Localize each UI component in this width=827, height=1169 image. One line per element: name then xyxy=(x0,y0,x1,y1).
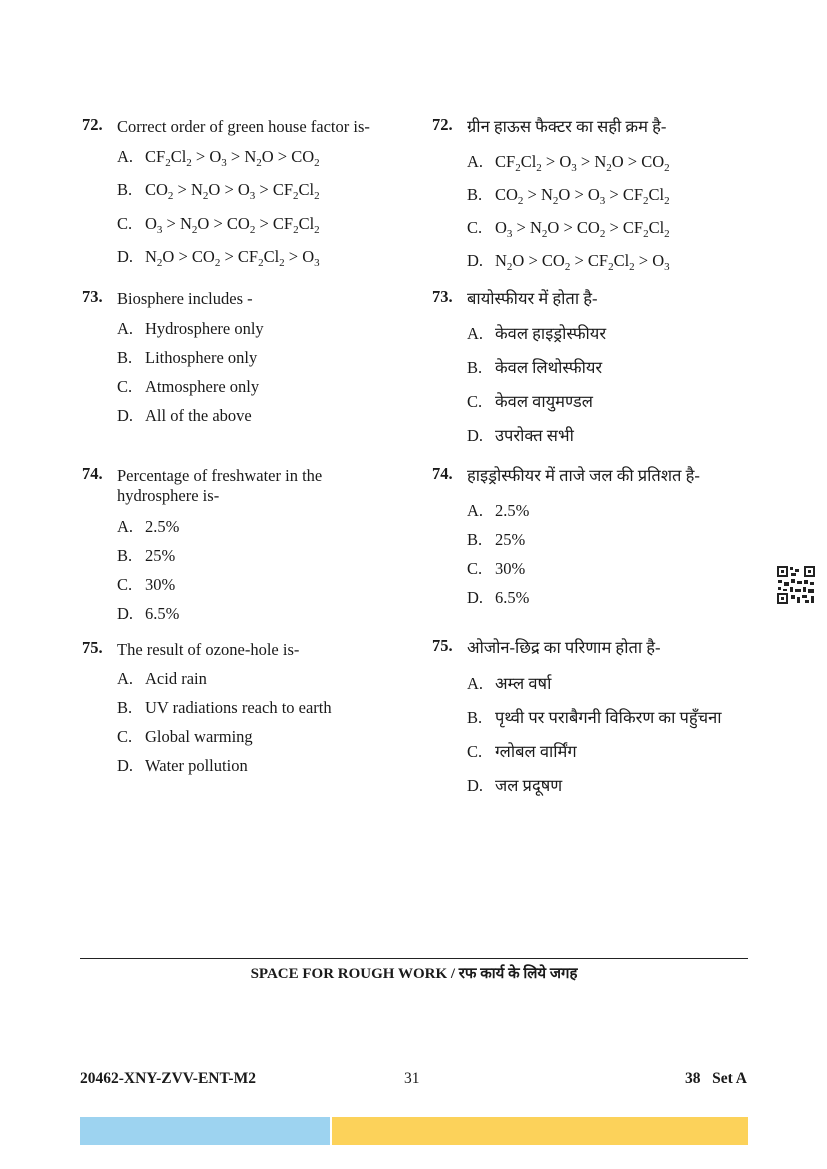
option-a: A. केवल हाइड्रोस्फीयर xyxy=(467,324,607,343)
formula-b: $CO_2 > N_2O > O_3 > CF_2Cl_2$ xyxy=(495,185,670,207)
option-a: A. अम्ल वर्षा xyxy=(467,674,552,693)
option-c: C. 30% xyxy=(117,575,176,594)
question-number: 74. xyxy=(432,464,453,483)
question-number: 73. xyxy=(82,287,103,306)
option-d: D. $N_2O > CO_2 > CF_2Cl_2 > O_3$ xyxy=(467,251,670,273)
question-text: Percentage of freshwater in the hydrosphere is- xyxy=(117,466,323,505)
question-74-en xyxy=(82,464,412,623)
question-number: 72. xyxy=(432,115,453,134)
formula-a: $CF_2Cl_2 > O_3 > N_2O > CO_2$ xyxy=(495,152,670,174)
option-b: B. पृथ्वी पर पराबैगनी विकिरण का पहुँचना xyxy=(467,708,722,727)
formula-a: $CF_2Cl_2 > O_3 > N_2O > CO_2$ xyxy=(145,147,320,169)
question-72-hi xyxy=(432,115,762,273)
option-d: D. Water pollution xyxy=(117,756,248,775)
question-text: ग्रीन हाऊस फैक्टर का सही क्रम है- xyxy=(467,117,667,136)
option-d: D. उपरोक्त सभी xyxy=(467,426,574,445)
option-c: C. Atmosphere only xyxy=(117,377,260,396)
footer-bar-blue xyxy=(80,1117,330,1145)
option-c: C. $O_3 > N_2O > CO_2 > CF_2Cl_2$ xyxy=(467,218,670,240)
option-d: D. 6.5% xyxy=(467,588,530,607)
question-75-en xyxy=(82,638,412,775)
formula-b: $CO_2 > N_2O > O_3 > CF_2Cl_2$ xyxy=(145,180,320,202)
option-a: A. Acid rain xyxy=(117,669,207,688)
option-d: D. All of the above xyxy=(117,406,252,425)
question-number: 74. xyxy=(82,464,103,483)
option-b: B. Lithosphere only xyxy=(117,348,258,367)
option-b: B. $CO_2 > N_2O > O_3 > CF_2Cl_2$ xyxy=(117,180,320,202)
question-number: 73. xyxy=(432,287,453,306)
option-c: C. ग्लोबल वार्मिंग xyxy=(467,742,577,761)
qr-code-icon xyxy=(776,565,816,605)
option-a: A. $CF_2Cl_2 > O_3 > N_2O > CO_2$ xyxy=(467,152,670,174)
question-number: 75. xyxy=(432,636,453,655)
page-number: 31 xyxy=(404,1070,420,1087)
formula-d: $N_2O > CO_2 > CF_2Cl_2 > O_3$ xyxy=(495,251,670,273)
question-text: Correct order of green house factor is- xyxy=(117,117,370,136)
question-text: The result of ozone-hole is- xyxy=(117,640,300,659)
option-c: C. केवल वायुमण्डल xyxy=(467,392,593,411)
rough-work-divider xyxy=(80,958,748,959)
option-a: A. 2.5% xyxy=(467,501,530,520)
question-73-hi xyxy=(432,287,762,445)
option-c: C. Global warming xyxy=(117,727,253,746)
option-d: D. जल प्रदूषण xyxy=(467,776,563,795)
question-72-en xyxy=(82,115,412,269)
question-text: बायोस्फीयर में होता है- xyxy=(467,289,598,308)
option-c: C. $O_3 > N_2O > CO_2 > CF_2Cl_2$ xyxy=(117,214,320,236)
question-75-hi xyxy=(432,636,762,795)
formula-d: $N_2O > CO_2 > CF_2Cl_2 > O_3$ xyxy=(145,247,320,269)
question-text: हाइड्रोस्फीयर में ताजे जल की प्रतिशत है- xyxy=(467,466,700,485)
paper-code: 20462-XNY-ZVV-ENT-M2 xyxy=(80,1070,256,1087)
option-b: B. $CO_2 > N_2O > O_3 > CF_2Cl_2$ xyxy=(467,185,670,207)
question-74-hi xyxy=(432,464,762,607)
option-a: A. $CF_2Cl_2 > O_3 > N_2O > CO_2$ xyxy=(117,147,320,169)
question-73-en xyxy=(82,287,412,425)
option-a: A. 2.5% xyxy=(117,517,180,536)
rough-work-label: SPACE FOR ROUGH WORK / रफ कार्य के लिये जगह xyxy=(250,966,578,982)
formula-c: $O_3 > N_2O > CO_2 > CF_2Cl_2$ xyxy=(145,214,320,236)
question-text: Biosphere includes - xyxy=(117,289,253,308)
question-number: 75. xyxy=(82,638,103,657)
set-label: 38 Set A xyxy=(685,1070,747,1087)
option-c: C. 30% xyxy=(467,559,526,578)
option-d: D. 6.5% xyxy=(117,604,180,623)
option-b: B. 25% xyxy=(117,546,176,565)
option-b: B. केवल लिथोस्फीयर xyxy=(467,358,603,377)
option-d: D. $N_2O > CO_2 > CF_2Cl_2 > O_3$ xyxy=(117,247,320,269)
footer-bar-yellow xyxy=(332,1117,748,1145)
option-a: A. Hydrosphere only xyxy=(117,319,264,338)
option-b: B. UV radiations reach to earth xyxy=(117,698,332,717)
option-b: B. 25% xyxy=(467,530,526,549)
question-text: ओजोन-छिद्र का परिणाम होता है- xyxy=(467,638,661,657)
formula-c: $O_3 > N_2O > CO_2 > CF_2Cl_2$ xyxy=(495,218,670,240)
question-number: 72. xyxy=(82,115,103,134)
